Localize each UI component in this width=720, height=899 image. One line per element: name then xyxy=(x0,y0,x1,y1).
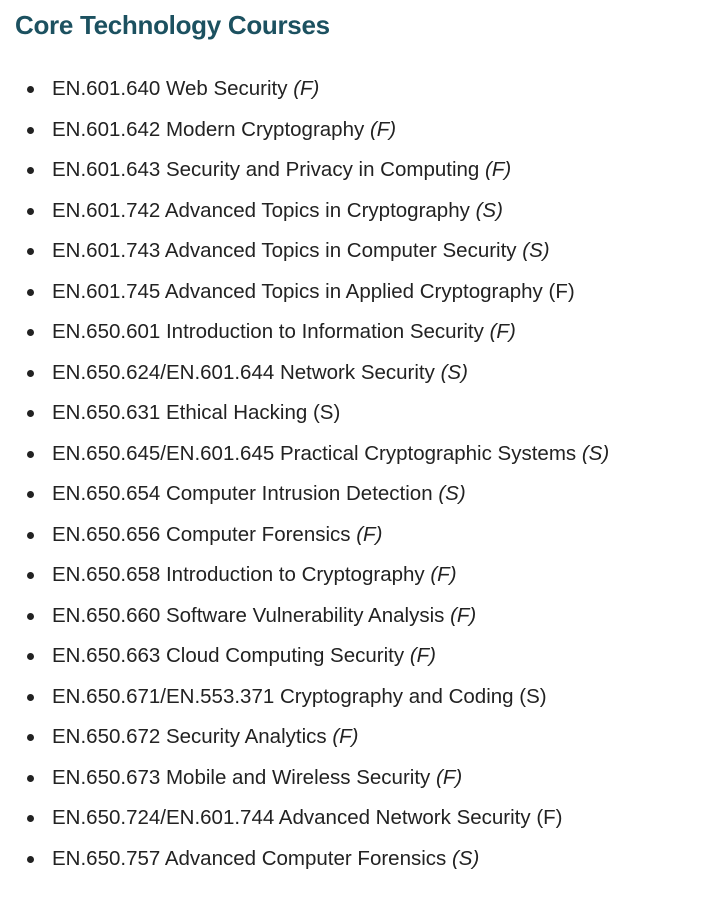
course-text xyxy=(52,555,457,596)
bullet-icon xyxy=(27,127,34,134)
course-term: (F) xyxy=(548,279,575,303)
course-title: EN.650.673 Mobile and Wireless Security xyxy=(52,765,431,789)
course-list-item xyxy=(0,69,720,110)
bullet-icon xyxy=(27,572,34,579)
course-list-item xyxy=(0,353,720,394)
course-list-item xyxy=(0,717,720,758)
course-text xyxy=(52,150,511,191)
course-title: EN.650.663 Cloud Computing Security xyxy=(52,644,405,667)
bullet-icon xyxy=(27,410,34,417)
bullet-icon xyxy=(27,532,34,539)
course-term: (S) xyxy=(312,401,341,424)
course-text xyxy=(52,191,503,232)
course-term: (S) xyxy=(522,239,550,262)
course-term: (S) xyxy=(438,482,466,505)
course-text xyxy=(52,515,382,556)
bullet-icon xyxy=(27,815,34,822)
course-term: (F) xyxy=(450,603,477,627)
course-list-item xyxy=(0,596,720,637)
course-term: (F) xyxy=(356,522,383,546)
course-text xyxy=(52,596,476,637)
course-list xyxy=(0,69,720,879)
course-term: (F) xyxy=(409,644,437,667)
course-text xyxy=(52,636,436,677)
course-list-item xyxy=(0,312,720,353)
course-list-item xyxy=(0,150,720,191)
bullet-icon xyxy=(27,653,34,660)
bullet-icon xyxy=(27,694,34,701)
course-title: EN.601.745 Advanced Topics in Applied Cryptography xyxy=(52,279,543,303)
course-title: EN.650.658 Introduction to Cryptography xyxy=(52,563,425,586)
bullet-icon xyxy=(27,775,34,782)
course-term: (S) xyxy=(440,360,468,384)
course-title: EN.650.624/EN.601.644 Network Security xyxy=(52,360,435,384)
course-text xyxy=(52,717,359,758)
course-text xyxy=(52,272,575,313)
course-list-item xyxy=(0,474,720,515)
course-title: EN.650.757 Advanced Computer Forensics xyxy=(52,846,447,870)
course-title: EN.601.643 Security and Privacy in Computing xyxy=(52,158,480,181)
course-text xyxy=(52,110,396,151)
bullet-icon xyxy=(27,451,34,458)
course-list-item xyxy=(0,555,720,596)
course-list-item xyxy=(0,393,720,434)
course-text xyxy=(52,758,462,799)
course-title: EN.601.743 Advanced Topics in Computer Security xyxy=(52,239,517,262)
course-term: (S) xyxy=(475,198,503,222)
course-term: (F) xyxy=(485,158,512,181)
course-text xyxy=(52,798,563,839)
course-title: EN.650.654 Computer Intrusion Detection xyxy=(52,482,433,505)
course-term: (F) xyxy=(489,320,516,343)
course-list-item xyxy=(0,434,720,475)
course-list-item xyxy=(0,677,720,718)
course-term: (F) xyxy=(332,725,359,748)
course-list-item xyxy=(0,758,720,799)
course-term: (F) xyxy=(293,77,320,100)
course-list-item xyxy=(0,231,720,272)
course-list-item xyxy=(0,191,720,232)
bullet-icon xyxy=(27,856,34,863)
course-term: (F) xyxy=(436,765,463,789)
course-list-item xyxy=(0,110,720,151)
course-list-item xyxy=(0,515,720,556)
course-title: EN.650.672 Security Analytics xyxy=(52,725,327,748)
bullet-icon xyxy=(27,734,34,741)
course-term: (S) xyxy=(581,441,610,465)
course-title: EN.601.640 Web Security xyxy=(52,77,288,100)
course-term: (F) xyxy=(369,117,397,141)
course-text xyxy=(52,69,319,110)
course-list-item xyxy=(0,272,720,313)
bullet-icon xyxy=(27,613,34,620)
bullet-icon xyxy=(27,167,34,174)
course-text xyxy=(52,839,479,880)
course-text xyxy=(52,231,550,272)
bullet-icon xyxy=(27,208,34,215)
course-term: (S) xyxy=(451,846,480,870)
course-list-item xyxy=(0,636,720,677)
course-title: EN.650.601 Introduction to Information Security xyxy=(52,320,484,343)
course-title: EN.650.724/EN.601.744 Advanced Network Security xyxy=(52,806,531,829)
course-title: EN.601.742 Advanced Topics in Cryptography xyxy=(52,198,470,222)
bullet-icon xyxy=(27,370,34,377)
course-term: (S) xyxy=(519,684,547,708)
course-list-item xyxy=(0,839,720,880)
course-title: EN.650.660 Software Vulnerability Analysis xyxy=(52,603,445,627)
bullet-icon xyxy=(27,289,34,296)
course-text xyxy=(52,353,468,394)
bullet-icon xyxy=(27,491,34,498)
course-term: (F) xyxy=(536,806,563,829)
course-title: EN.650.631 Ethical Hacking xyxy=(52,401,308,424)
course-title: EN.650.656 Computer Forensics xyxy=(52,522,351,546)
course-title: EN.601.642 Modern Cryptography xyxy=(52,117,365,141)
course-text xyxy=(52,434,609,475)
course-title: EN.650.645/EN.601.645 Practical Cryptographic Systems xyxy=(52,441,577,465)
bullet-icon xyxy=(27,248,34,255)
bullet-icon xyxy=(27,86,34,93)
course-text xyxy=(52,312,516,353)
course-list-item xyxy=(0,798,720,839)
bullet-icon xyxy=(27,329,34,336)
course-text xyxy=(52,474,466,515)
section-heading: Core Technology Courses xyxy=(15,10,330,40)
course-text xyxy=(52,677,547,718)
course-text xyxy=(52,393,340,434)
course-title: EN.650.671/EN.553.371 Cryptography and Coding xyxy=(52,684,514,708)
course-term: (F) xyxy=(430,563,457,586)
